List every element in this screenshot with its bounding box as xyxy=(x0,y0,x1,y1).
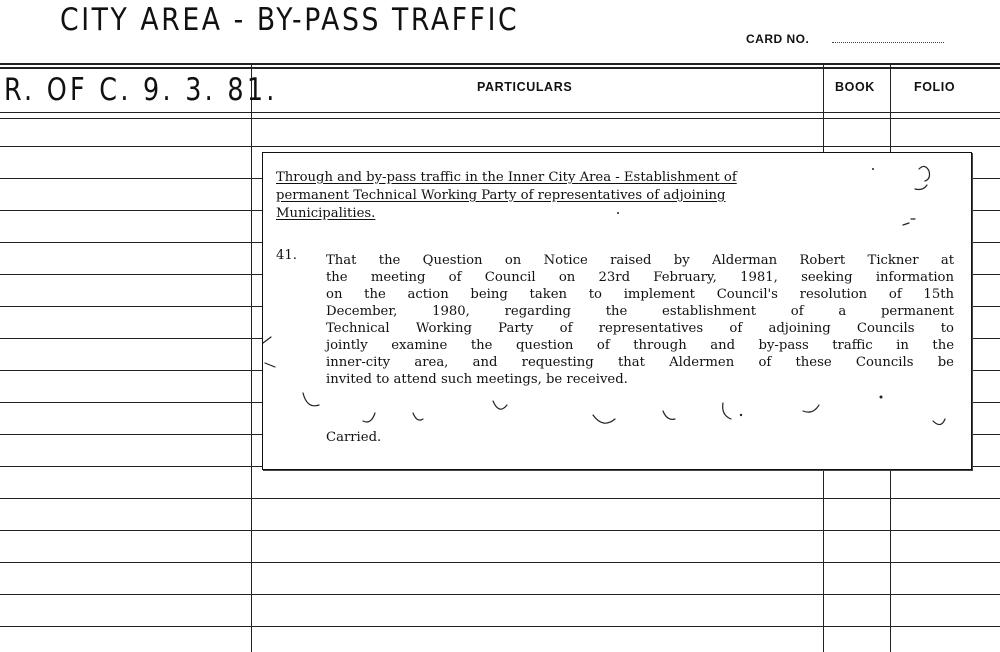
pasted-minute-clipping xyxy=(262,152,972,470)
date-column-divider xyxy=(251,64,252,652)
body-line: That the Question on Notice raised by Alderman Robert Tickner at xyxy=(326,253,954,268)
clipping-heading-line: permanent Technical Working Party of representatives of adjoining xyxy=(276,188,726,203)
body-line: Technical Working Party of representatives of adjoining Councils to xyxy=(326,321,954,336)
row-rule xyxy=(0,626,1000,627)
body-line: jointly examine the question of through and by-pass traffic in the xyxy=(326,338,954,353)
row-rule xyxy=(0,562,1000,563)
particulars-header: PARTICULARS xyxy=(477,80,573,94)
clipping-heading-line: Through and by-pass traffic in the Inner City Area - Establishment of xyxy=(276,170,737,185)
body-line: December, 1980, regarding the establishment of a permanent xyxy=(326,304,954,319)
body-line: the meeting of Council on 23rd February, 1981, seeking information xyxy=(326,270,954,285)
top-rule xyxy=(0,63,1000,65)
body-line: inner-city area, and requesting that Aldermen of these Councils be xyxy=(326,355,954,370)
motion-result: Carried. xyxy=(326,430,382,445)
book-header: BOOK xyxy=(835,80,875,94)
header-rule-double xyxy=(0,118,1000,119)
top-rule-double xyxy=(0,67,1000,69)
row-rule xyxy=(0,498,1000,499)
row-rule xyxy=(0,530,1000,531)
card-title: CITY AREA - BY-PASS TRAFFIC xyxy=(60,2,520,38)
card-number-field xyxy=(832,30,944,43)
clipping-heading-line: Municipalities. xyxy=(276,206,376,221)
row-rule xyxy=(0,594,1000,595)
row-rule xyxy=(0,146,1000,147)
item-number: 41. xyxy=(276,248,297,263)
card-number-label: CARD NO. xyxy=(746,32,810,46)
date-entry: R. OF C. 9. 3. 81. xyxy=(4,72,278,108)
body-line: invited to attend such meetings, be received. xyxy=(326,372,628,387)
body-line: on the action being taken to implement Council's resolution of 15th xyxy=(326,287,954,302)
folio-header: FOLIO xyxy=(914,80,956,94)
header-rule xyxy=(0,112,1000,113)
scan-artifacts xyxy=(263,153,971,469)
